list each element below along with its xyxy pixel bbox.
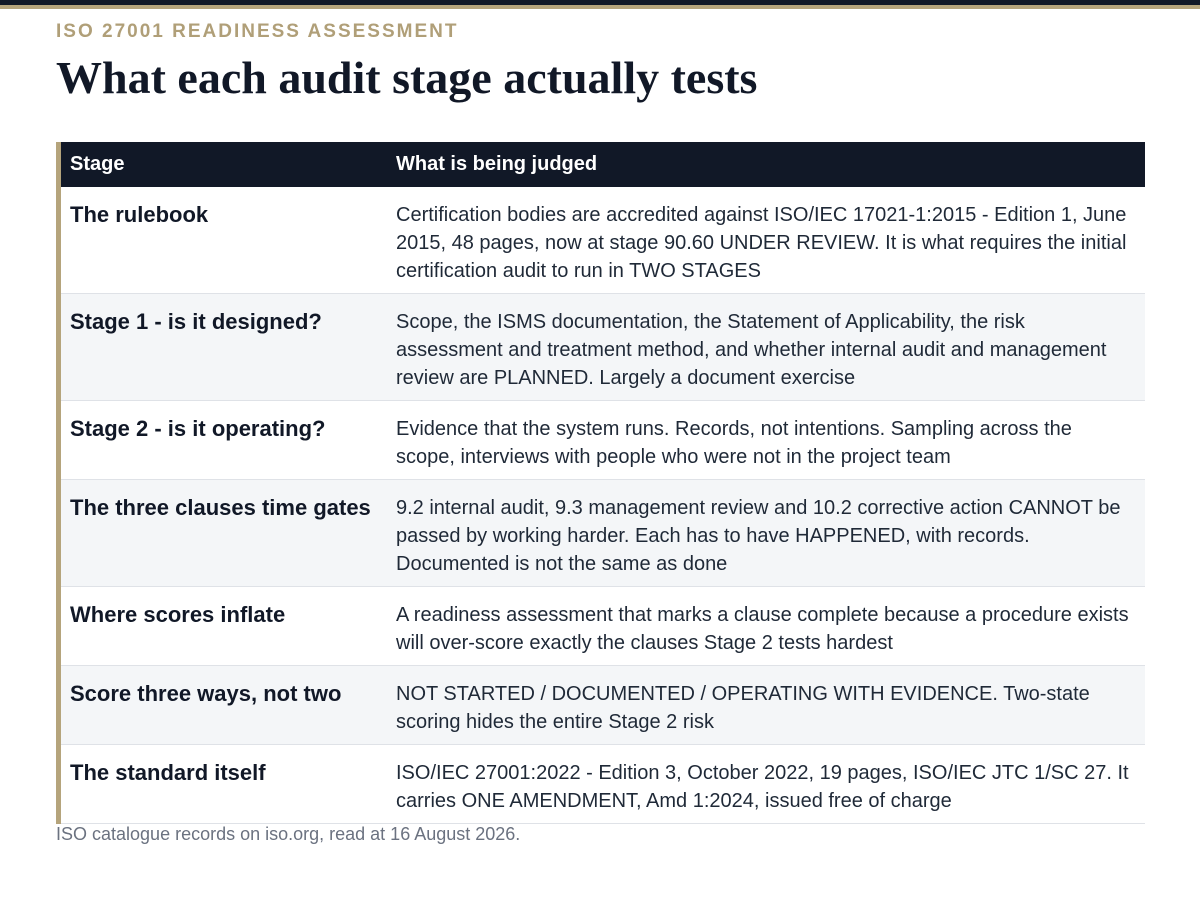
column-header-judged: What is being judged	[387, 142, 1145, 187]
judged-cell: 9.2 internal audit, 9.3 management review and 10.2 corrective action CANNOT be passed by working harder. Each has to have HAPPENED, with records. Documented is not the same as done	[387, 480, 1145, 587]
table-header-row	[61, 142, 1145, 187]
table-row	[61, 294, 1145, 401]
stage-cell: Stage 1 - is it designed?	[61, 294, 387, 401]
stage-cell: The three clauses time gates	[61, 480, 387, 587]
table-row	[61, 480, 1145, 587]
table-row	[61, 666, 1145, 745]
page-title: What each audit stage actually tests	[56, 52, 758, 103]
eyebrow-label: ISO 27001 READINESS ASSESSMENT	[56, 21, 459, 42]
stage-cell: Score three ways, not two	[61, 666, 387, 745]
audit-stage-table	[56, 142, 1145, 824]
table-row	[61, 745, 1145, 824]
judged-cell: ISO/IEC 27001:2022 - Edition 3, October 2022, 19 pages, ISO/IEC JTC 1/SC 27. It carries ONE AMENDMENT, Amd 1:2024, issued free of charge	[387, 745, 1145, 824]
table-row	[61, 187, 1145, 294]
stage-cell: The rulebook	[61, 187, 387, 294]
table-row	[61, 587, 1145, 666]
stage-cell: Stage 2 - is it operating?	[61, 401, 387, 480]
judged-cell: Evidence that the system runs. Records, not intentions. Sampling across the scope, interviews with people who were not in the project team	[387, 401, 1145, 480]
column-header-stage: Stage	[61, 142, 387, 187]
table-row	[61, 401, 1145, 480]
top-rule-accent	[0, 5, 1200, 9]
judged-cell: Certification bodies are accredited against ISO/IEC 17021-1:2015 - Edition 1, June 2015, 48 pages, now at stage 90.60 UNDER REVIEW. It is what requires the initial certification audit to run in TWO STAGES	[387, 187, 1145, 294]
stage-cell: The standard itself	[61, 745, 387, 824]
judged-cell: Scope, the ISMS documentation, the Statement of Applicability, the risk assessment and treatment method, and whether internal audit and management review are PLANNED. Largely a document exercise	[387, 294, 1145, 401]
judged-cell: NOT STARTED / DOCUMENTED / OPERATING WITH EVIDENCE. Two-state scoring hides the entire Stage 2 risk	[387, 666, 1145, 745]
stage-cell: Where scores inflate	[61, 587, 387, 666]
judged-cell: A readiness assessment that marks a clause complete because a procedure exists will over-score exactly the clauses Stage 2 tests hardest	[387, 587, 1145, 666]
source-footnote: ISO catalogue records on iso.org, read at 16 August 2026.	[56, 824, 521, 844]
